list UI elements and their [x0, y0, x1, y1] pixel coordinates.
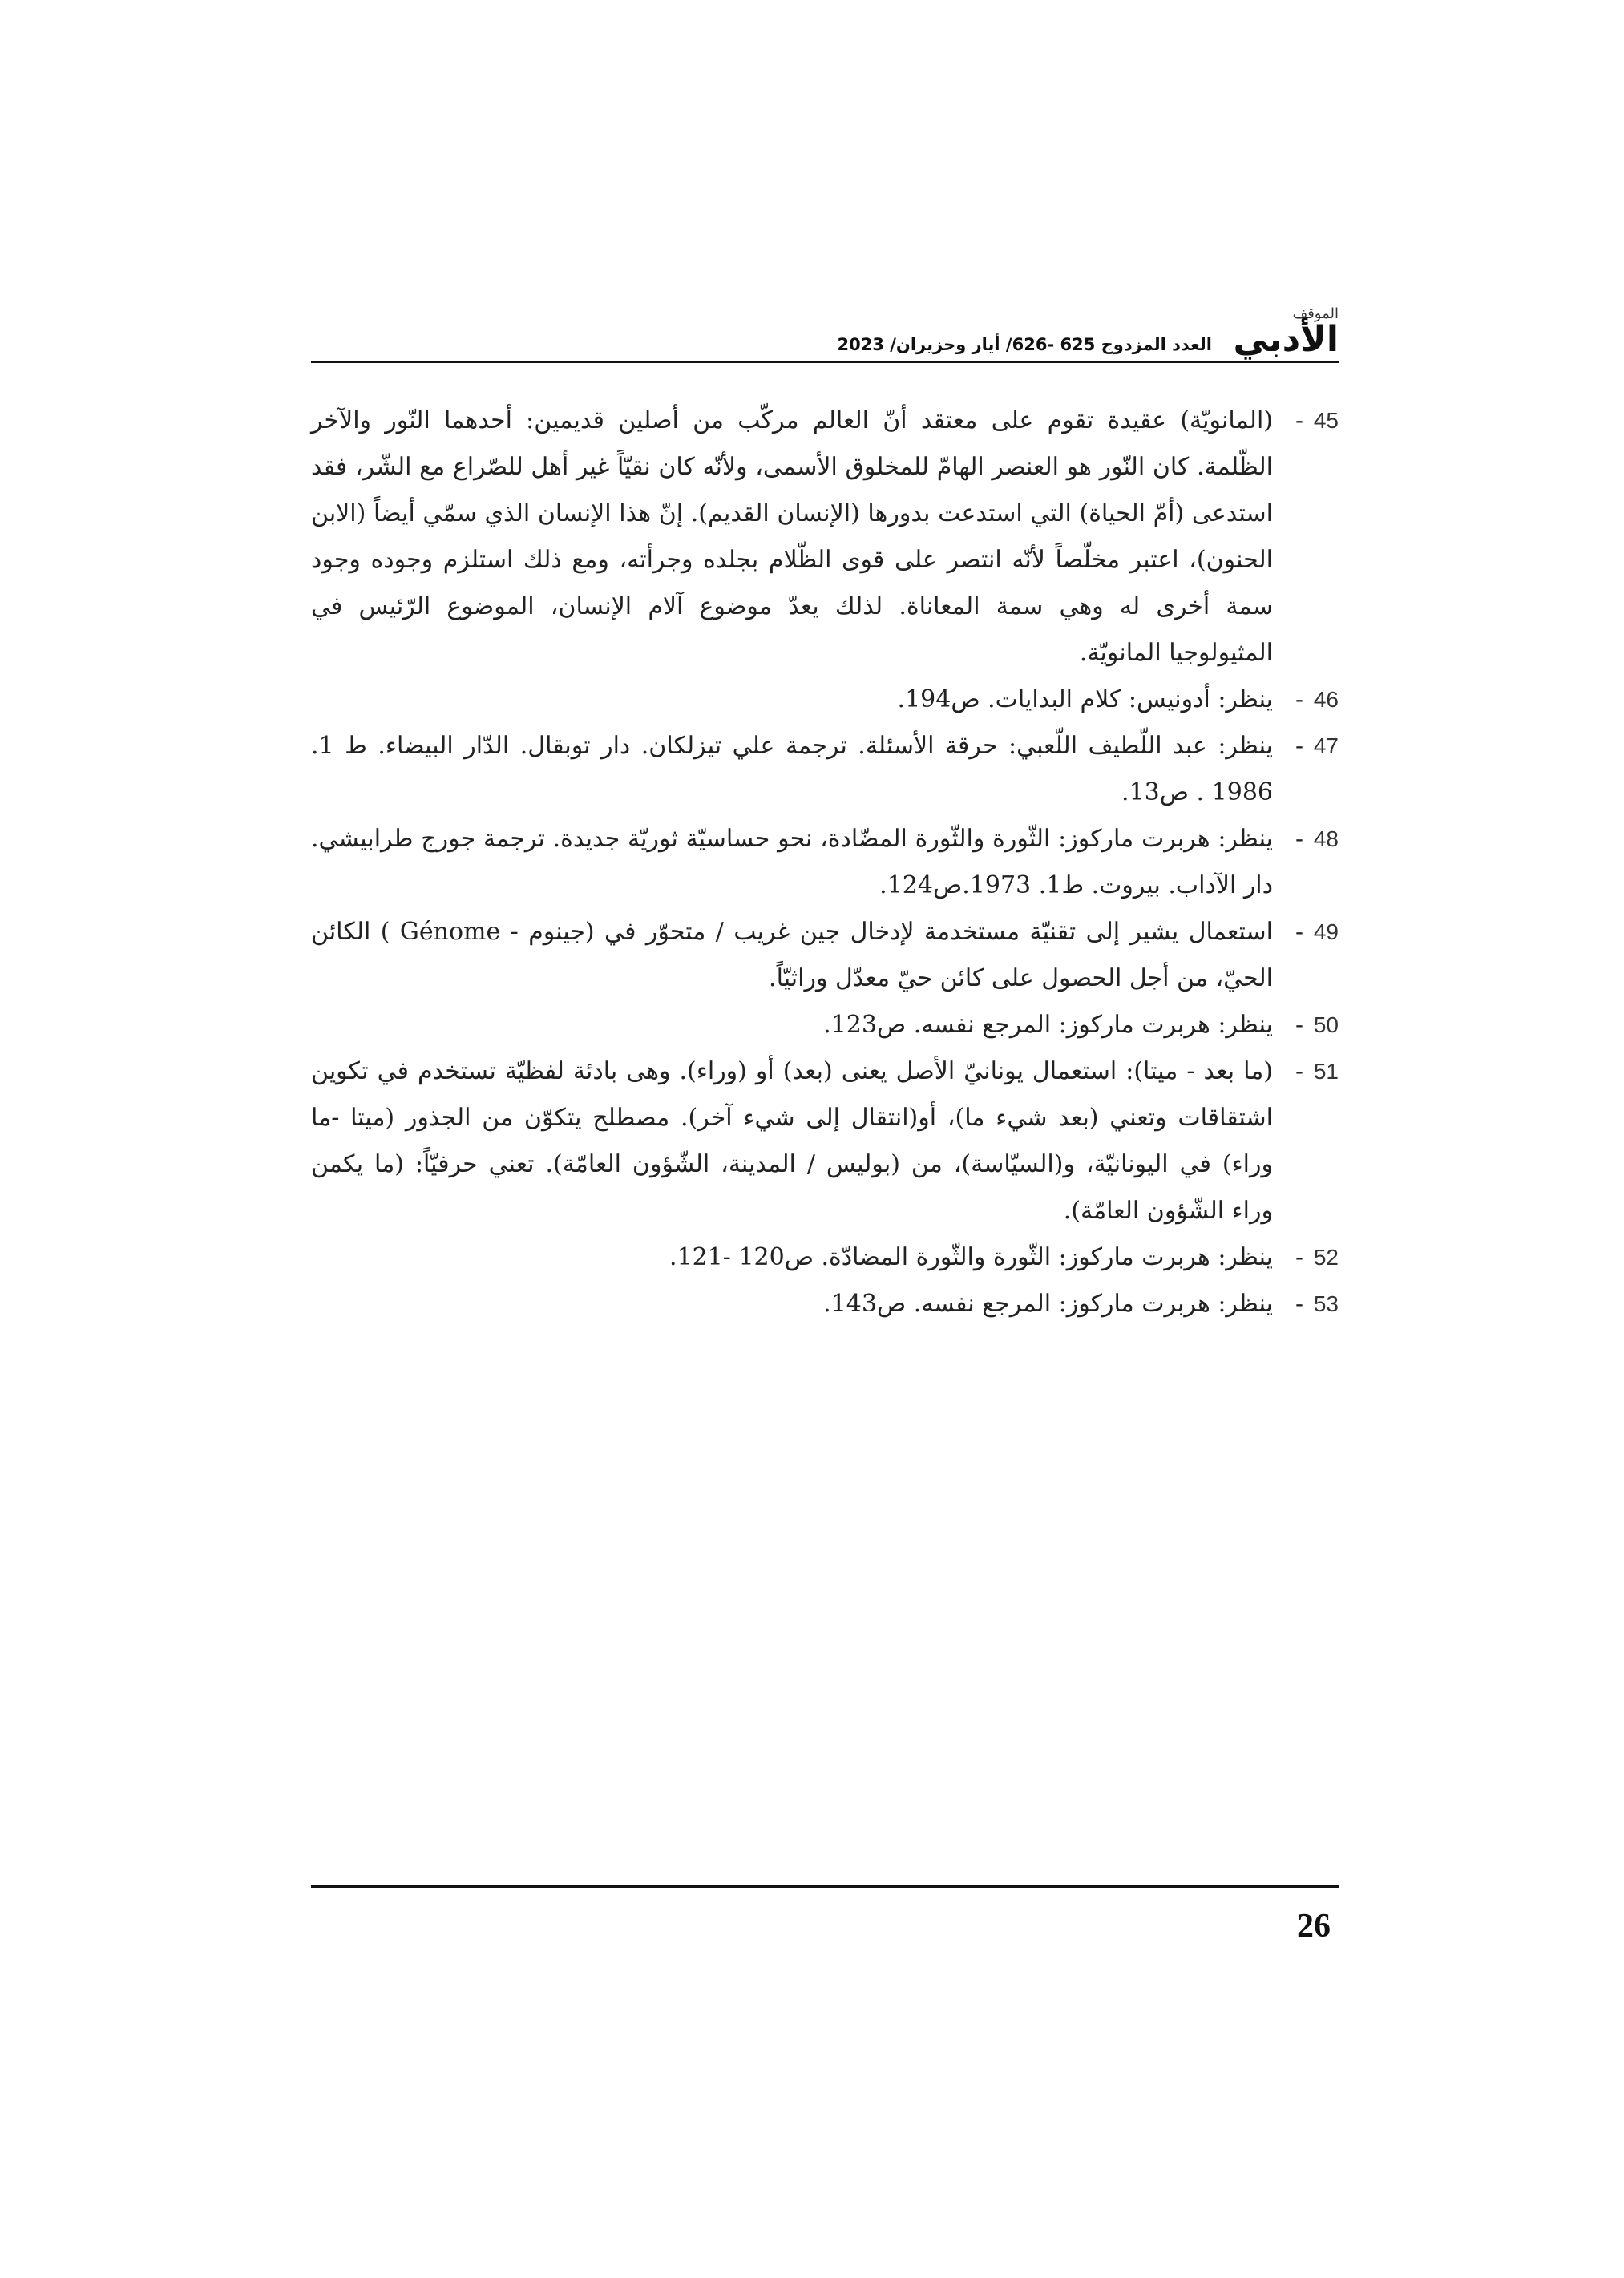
note-text: ينظر: هربرت ماركوز: الثّورة والثّورة المضّادة، نحو حساسيّة ثوريّة جديدة. ترجمة جورج طرابيشي. دار الآداب. بيروت. ط1. 1973.ص124.: [311, 825, 1273, 899]
endnote-50: [311, 1002, 1339, 1048]
note-number: 52: [1313, 1245, 1339, 1270]
note-text: ينظر: عبد اللّطيف اللّعبي: حرقة الأسئلة. ترجمة علي تيزلكان. دار توبقال. الدّار البيضاء. ط 1. 1986 . ص13.: [311, 732, 1273, 806]
note-text: ينظر: هربرت ماركوز: المرجع نفسه. ص143.: [823, 1290, 1273, 1318]
page-number: 26: [1297, 1908, 1331, 1945]
note-number: 46: [1313, 687, 1339, 712]
note-dash: -: [1295, 919, 1303, 945]
endnote-51: [311, 1048, 1339, 1234]
note-dash: -: [1295, 407, 1303, 434]
endnote-46: [311, 677, 1339, 723]
note-dash: -: [1295, 826, 1303, 852]
endnote-48: [311, 816, 1339, 909]
note-number: 45: [1313, 408, 1339, 433]
note-number: 47: [1313, 733, 1339, 758]
note-number: 50: [1313, 1012, 1339, 1037]
note-text: استعمال يشير إلى تقنيّة مستخدمة لإدخال جين غريب / متحوّر في (جينوم - Génome ) الكائن الحيّ، من أجل الحصول على كائن حيّ معدّل وراثيّاً.: [311, 918, 1273, 992]
endnote-52: [311, 1234, 1339, 1281]
endnote-45: [311, 398, 1339, 677]
endnote-47: [311, 723, 1339, 816]
endnotes-list: [311, 398, 1339, 1327]
note-text: ينظر: هربرت ماركوز: الثّورة والثّورة المضادّة. ص120 -121.: [669, 1243, 1273, 1271]
note-number: 49: [1313, 919, 1339, 944]
note-text: (ما بعد - ميتا): استعمال يونانيّ الأصل يعنى (بعد) أو (وراء). وهى بادئة لفظيّة تستخدم في تكوين اشتقاقات وتعني (بعد شيء ما)، أو(انتقال إلى شيء آخر). مصطلح يتكوّن من الجذور (ميتا -ما وراء) في اليونانيّة، و(السيّاسة)، من (بوليس / المدينة، الشّؤون العامّة). تعني حرفيّاً: (ما يكمن وراء الشّؤون العامّة).: [311, 1057, 1273, 1225]
note-dash: -: [1295, 733, 1303, 759]
note-dash: -: [1295, 1290, 1303, 1317]
endnote-53: [311, 1281, 1339, 1327]
note-dash: -: [1295, 686, 1303, 713]
note-dash: -: [1295, 1012, 1303, 1038]
note-number: 51: [1313, 1059, 1339, 1084]
issue-info: العدد المزدوج 625 -626/ أيار وحزيران/ 2023: [837, 335, 1212, 354]
footer-divider: [311, 1885, 1339, 1888]
page-header: [311, 306, 1339, 362]
magazine-logo: [1226, 306, 1339, 359]
endnote-49: [311, 909, 1339, 1002]
note-text: ينظر: هربرت ماركوز: المرجع نفسه. ص123.: [823, 1011, 1273, 1039]
note-text: (المانويّة) عقيدة تقوم على معتقد أنّ العالم مركّب من أصلين قديمين: أحدهما النّور والآخر الظّلمة. كان النّور هو العنصر الهامّ للمخلوق الأسمى، ولأنّه كان نقيّاً غير أهل للصّراع مع الشّر، فقد استدعى (أمّ الحياة) التي استدعت بدورها (الإنسان القديم). إنّ هذا الإنسان الذي سمّي أيضاً (الابن الحنون)، اعتبر مخلّصاً لأنّه انتصر على قوى الظّلام بجلده وجرأته، ومع ذلك استلزم وجوده وجود سمة أخرى له وهي سمة المعاناة. لذلك يعدّ موضوع آلام الإنسان، الموضوع الرّئيس في المثيولوجيا المانويّة.: [311, 406, 1273, 667]
logo-small-text: الموقف: [1292, 305, 1339, 322]
logo-big-text: الأدبي: [1233, 319, 1339, 360]
note-number: 48: [1313, 826, 1339, 851]
header-divider: [311, 361, 1339, 363]
note-text: ينظر: أدونيس: كلام البدايات. ص194.: [897, 685, 1273, 713]
note-number: 53: [1313, 1291, 1339, 1316]
note-dash: -: [1295, 1058, 1303, 1084]
note-dash: -: [1295, 1244, 1303, 1270]
